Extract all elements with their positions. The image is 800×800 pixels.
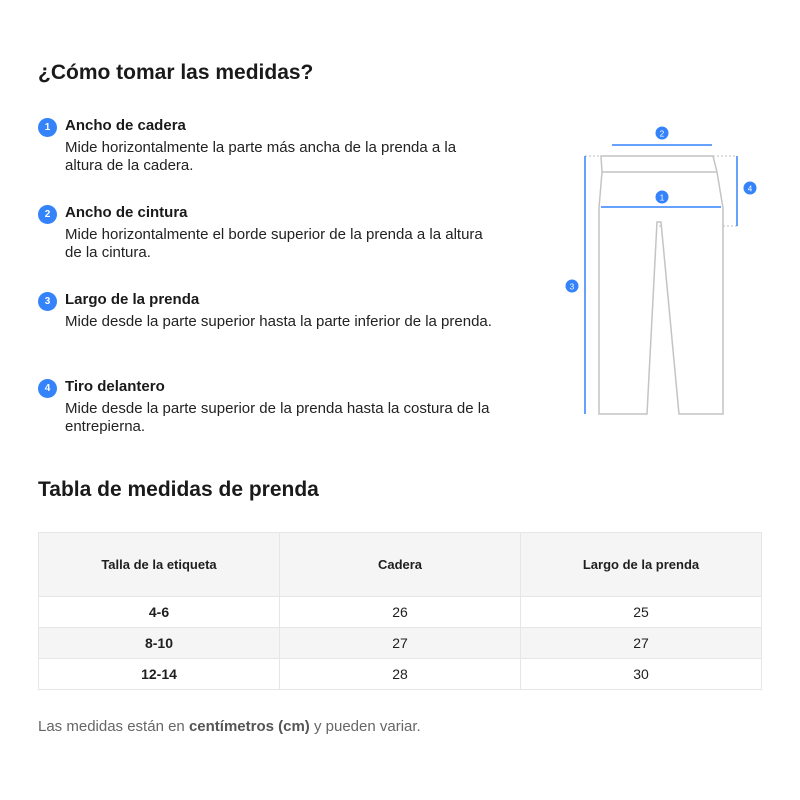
step-title: Largo de la prenda [65, 291, 200, 308]
hip-cell: 27 [280, 628, 521, 659]
column-header-length: Largo de la prenda [521, 533, 762, 597]
pants-measurement-diagram [555, 118, 770, 423]
step-hip-width [38, 117, 498, 204]
step-description: Mide horizontalmente el borde superior de la prenda a la altura de la cintura. [65, 226, 483, 261]
table-row [39, 628, 762, 659]
table-header-row [39, 533, 762, 597]
step-title: Ancho de cintura [65, 204, 188, 221]
size-cell: 4-6 [39, 597, 280, 628]
page-title: ¿Cómo tomar las medidas? [38, 61, 314, 84]
size-cell: 8-10 [39, 628, 280, 659]
step-number-badge: 1 [38, 118, 57, 137]
footnote-text: Las medidas están en [38, 718, 189, 735]
size-cell: 12-14 [39, 659, 280, 690]
step-description: Mide desde la parte superior de la prenda hasta la costura de la entrepierna. [65, 400, 490, 435]
footnote-text-end: y pueden variar. [309, 718, 421, 735]
footnote-unit: centímetros (cm) [188, 718, 310, 735]
step-front-rise [38, 378, 498, 465]
step-waist-width [38, 204, 498, 291]
pants-illustration [555, 118, 770, 423]
hip-cell: 28 [280, 659, 521, 690]
step-title: Ancho de cadera [65, 117, 186, 134]
length-cell: 27 [521, 628, 762, 659]
length-cell: 30 [521, 659, 762, 690]
step-title: Tiro delantero [65, 378, 165, 395]
marker-label: 1 [659, 193, 665, 203]
table-row [39, 659, 762, 690]
column-header-size: Talla de la etiqueta [39, 533, 280, 597]
column-header-hip: Cadera [280, 533, 521, 597]
length-cell: 25 [521, 597, 762, 628]
size-table-title: Tabla de medidas de prenda [38, 478, 319, 501]
measurement-steps [38, 117, 498, 465]
table-row [39, 597, 762, 628]
hip-cell: 26 [280, 597, 521, 628]
marker-label: 4 [747, 184, 753, 194]
step-description: Mide desde la parte superior hasta la parte inferior de la prenda. [65, 313, 492, 330]
step-number-badge: 3 [38, 292, 57, 311]
step-description: Mide horizontalmente la parte más ancha de la prenda a la altura de la cadera. [65, 139, 457, 174]
marker-label: 2 [659, 129, 665, 139]
marker-label: 3 [569, 282, 575, 292]
step-number-badge: 4 [38, 379, 57, 398]
units-footnote [38, 718, 421, 735]
size-table [38, 532, 762, 690]
step-garment-length [38, 291, 498, 378]
step-number-badge: 2 [38, 205, 57, 224]
